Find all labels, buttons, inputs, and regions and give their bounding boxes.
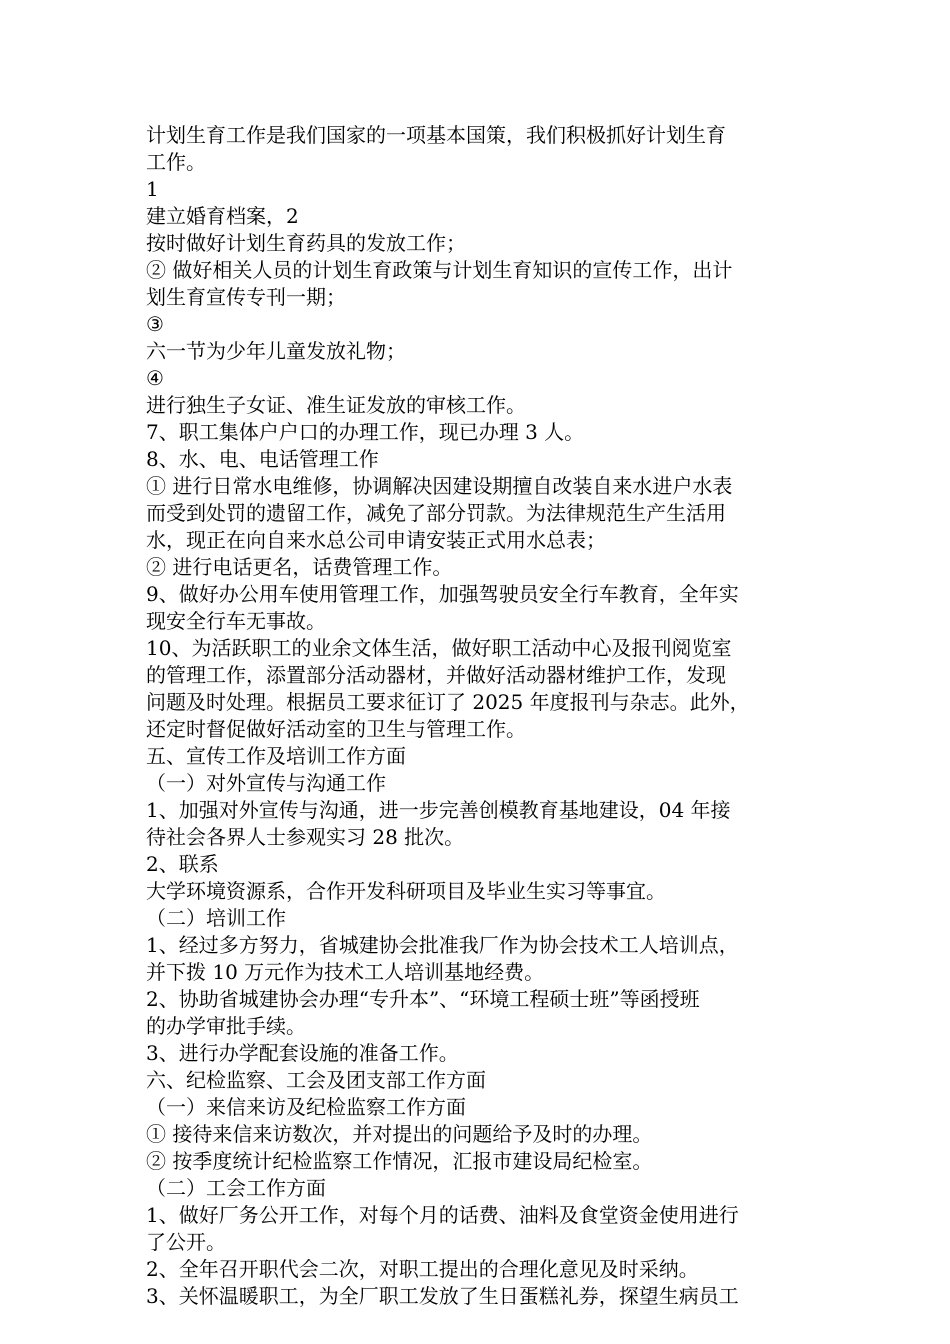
text-line: 10、为活跃职工的业余文体生活，做好职工活动中心及报刊阅览室 — [146, 636, 732, 660]
text-line: 9、做好办公用车使用管理工作，加强驾驶员安全行车教育，全年实 — [146, 582, 739, 606]
document-body — [146, 122, 816, 1310]
text-line: ① 进行日常水电维修，协调解决因建设期擅自改装自来水进户水表 — [146, 474, 733, 498]
text-line: 六一节为少年儿童发放礼物； — [146, 339, 406, 363]
text-line: 2、协助省城建协会办理“专升本”、“环境工程硕士班”等函授班 — [146, 987, 700, 1011]
text-line: ② 按季度统计纪检监察工作情况，汇报市建设局纪检室。 — [146, 1149, 653, 1173]
text-line: 六、纪检监察、工会及团支部工作方面 — [146, 1068, 486, 1092]
text-line: 的办学审批手续。 — [146, 1014, 306, 1038]
text-line: ① 接待来信来访数次，并对提出的问题给予及时的办理。 — [146, 1122, 653, 1146]
text-line: （二）工会工作方面 — [146, 1176, 326, 1200]
text-line: 1、做好厂务公开工作，对每个月的话费、油料及食堂资金使用进行 — [146, 1203, 739, 1227]
text-line: （二）培训工作 — [146, 906, 286, 930]
text-line: 3、关怀温暖职工，为全厂职工发放了生日蛋糕礼券，探望生病员工 — [146, 1284, 739, 1308]
text-line: 待社会各界人士参观实习 28 批次。 — [146, 825, 465, 849]
text-line: 而受到处罚的遗留工作，减免了部分罚款。为法律规范生产生活用 — [146, 501, 726, 525]
text-line: 划生育宣传专刊一期； — [146, 285, 346, 309]
text-line: 了公开。 — [146, 1230, 226, 1254]
text-line: 计划生育工作是我们国家的一项基本国策，我们积极抓好计划生育 — [146, 123, 726, 147]
text-line: 2、全年召开职代会二次，对职工提出的合理化意见及时采纳。 — [146, 1257, 699, 1281]
text-line: 按时做好计划生育药具的发放工作； — [146, 231, 466, 255]
text-line: 工作。 — [146, 150, 206, 174]
text-line: 2、联系 — [146, 852, 219, 876]
text-line: ③ — [146, 312, 164, 336]
text-line: 1、加强对外宣传与沟通，进一步完善创模教育基地建设，04 年接 — [146, 798, 731, 822]
text-line: 问题及时处理。根据员工要求征订了 2025 年度报刊与杂志。此外， — [146, 690, 750, 714]
text-line: 还定时督促做好活动室的卫生与管理工作。 — [146, 717, 526, 741]
text-line: 的管理工作，添置部分活动器材，并做好活动器材维护工作，发现 — [146, 663, 726, 687]
text-line: ② 做好相关人员的计划生育政策与计划生育知识的宣传工作，出计 — [146, 258, 733, 282]
text-line: 大学环境资源系，合作开发科研项目及毕业生实习等事宜。 — [146, 879, 666, 903]
text-line: 7、职工集体户户口的办理工作，现已办理 3 人。 — [146, 420, 585, 444]
text-line: 建立婚育档案，2 — [146, 204, 299, 228]
text-line: 1 — [146, 177, 159, 201]
text-line: （一）对外宣传与沟通工作 — [146, 771, 386, 795]
text-line: 1、经过多方努力，省城建协会批准我厂作为协会技术工人培训点， — [146, 933, 739, 957]
text-line: ② 进行电话更名，话费管理工作。 — [146, 555, 453, 579]
text-line: 并下拨 10 万元作为技术工人培训基地经费。 — [146, 960, 545, 984]
text-line: 3、进行办学配套设施的准备工作。 — [146, 1041, 459, 1065]
text-line: 8、水、电、电话管理工作 — [146, 447, 379, 471]
text-line: （一）来信来访及纪检监察工作方面 — [146, 1095, 466, 1119]
text-line: ④ — [146, 366, 164, 390]
text-line: 五、宣传工作及培训工作方面 — [146, 744, 406, 768]
text-line: 进行独生子女证、准生证发放的审核工作。 — [146, 393, 526, 417]
text-line: 现安全行车无事故。 — [146, 609, 326, 633]
text-line: 水，现正在向自来水总公司申请安装正式用水总表； — [146, 528, 606, 552]
